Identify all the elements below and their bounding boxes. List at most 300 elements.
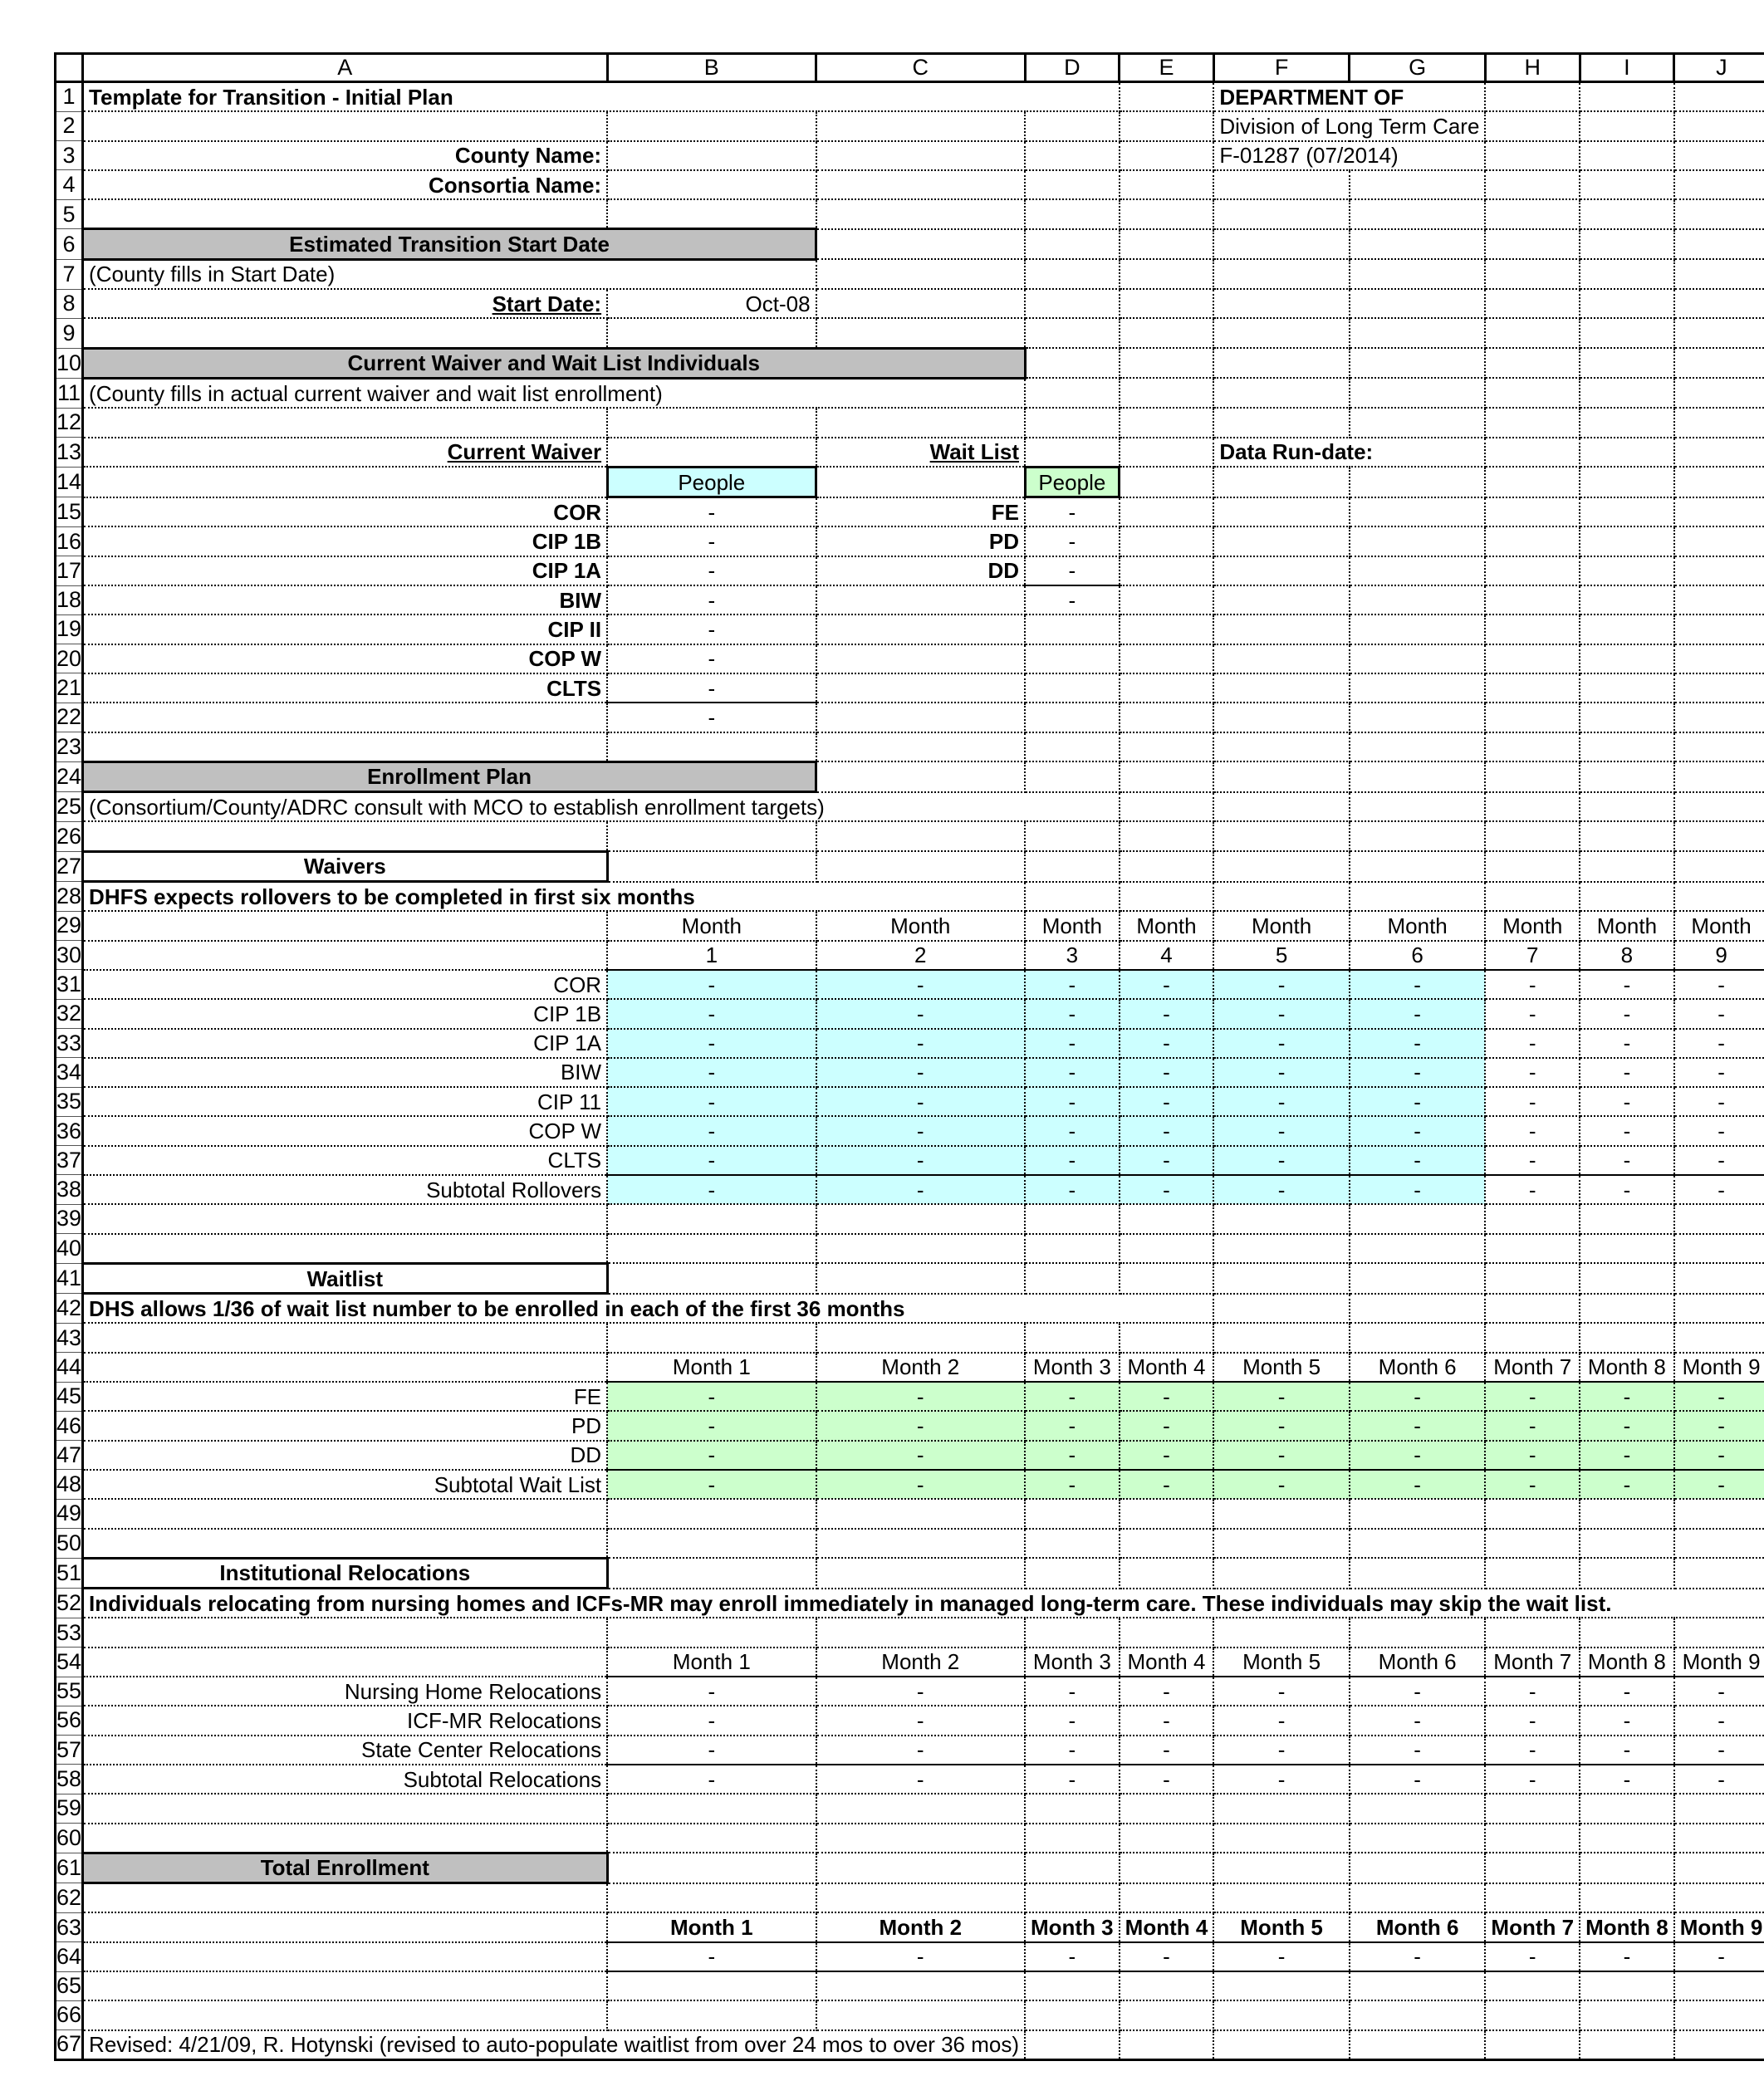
row-header[interactable]: 56: [56, 1706, 83, 1735]
value-cell[interactable]: -: [1025, 1087, 1120, 1116]
cell[interactable]: [1580, 199, 1674, 229]
value-cell[interactable]: -: [1120, 1146, 1214, 1175]
cell[interactable]: [607, 1499, 816, 1528]
cell[interactable]: [83, 703, 608, 732]
value-cell[interactable]: -: [607, 1058, 816, 1087]
cell[interactable]: [1485, 1971, 1580, 2000]
waiver-count-input[interactable]: -: [607, 526, 816, 556]
cell[interactable]: [1485, 2000, 1580, 2029]
column-header[interactable]: F: [1213, 54, 1350, 82]
value-cell[interactable]: -: [1025, 999, 1120, 1028]
cell[interactable]: [816, 1263, 1025, 1293]
cell[interactable]: [1025, 1618, 1120, 1647]
cell[interactable]: [607, 1618, 816, 1647]
cell[interactable]: [1120, 2030, 1214, 2060]
cell[interactable]: [1025, 2030, 1120, 2060]
value-cell[interactable]: -: [1213, 1706, 1350, 1735]
cell[interactable]: [1213, 2030, 1350, 2060]
value-cell[interactable]: -: [1580, 999, 1674, 1028]
cell[interactable]: [1213, 1794, 1350, 1823]
waiver-count-input[interactable]: -: [607, 614, 816, 644]
cell[interactable]: [1025, 673, 1120, 703]
cell[interactable]: [1485, 1824, 1580, 1853]
cell[interactable]: [1674, 644, 1764, 673]
value-cell[interactable]: -: [607, 1146, 816, 1175]
cell[interactable]: [1025, 199, 1120, 229]
cell[interactable]: [1025, 1824, 1120, 1853]
cell[interactable]: [1350, 1883, 1486, 1913]
cell[interactable]: [816, 1794, 1025, 1823]
cell[interactable]: [816, 673, 1025, 703]
cell[interactable]: [1025, 821, 1120, 851]
value-cell[interactable]: -: [1580, 1706, 1674, 1735]
cell[interactable]: [1025, 2000, 1120, 2029]
cell[interactable]: [1120, 1499, 1214, 1528]
cell[interactable]: [1350, 467, 1486, 497]
cell[interactable]: [1674, 141, 1764, 170]
row-header[interactable]: 53: [56, 1618, 83, 1647]
value-cell[interactable]: -: [1213, 1116, 1350, 1145]
row-header[interactable]: 50: [56, 1529, 83, 1559]
value-cell[interactable]: -: [816, 1058, 1025, 1087]
cell[interactable]: [1485, 673, 1580, 703]
cell[interactable]: [1025, 1263, 1120, 1293]
cell[interactable]: [83, 732, 608, 762]
row-header[interactable]: 6: [56, 229, 83, 259]
cell[interactable]: [1213, 1883, 1350, 1913]
cell[interactable]: [1580, 821, 1674, 851]
cell[interactable]: [1674, 526, 1764, 556]
value-cell[interactable]: -: [1485, 1441, 1580, 1470]
value-cell[interactable]: -: [1025, 1411, 1120, 1440]
cell[interactable]: [1120, 614, 1214, 644]
cell[interactable]: [1580, 703, 1674, 732]
cell[interactable]: [1213, 1263, 1350, 1293]
value-cell[interactable]: -: [1025, 1146, 1120, 1175]
cell[interactable]: [1580, 1883, 1674, 1913]
value-cell[interactable]: -: [1485, 1058, 1580, 1087]
row-header[interactable]: 24: [56, 761, 83, 791]
cell[interactable]: [1120, 556, 1214, 585]
value-cell[interactable]: -: [816, 970, 1025, 999]
cell[interactable]: [1213, 821, 1350, 851]
value-cell[interactable]: -: [1350, 1677, 1486, 1706]
row-header[interactable]: 47: [56, 1441, 83, 1470]
row-header[interactable]: 46: [56, 1411, 83, 1440]
row-header[interactable]: 40: [56, 1234, 83, 1264]
cell[interactable]: [1580, 318, 1674, 348]
waitlist-count-input[interactable]: -: [1025, 497, 1120, 527]
value-cell[interactable]: -: [1213, 1677, 1350, 1706]
cell[interactable]: [83, 1912, 608, 1941]
row-header[interactable]: 43: [56, 1323, 83, 1352]
cell[interactable]: [1213, 1618, 1350, 1647]
column-header[interactable]: J: [1674, 54, 1764, 82]
cell[interactable]: [1674, 732, 1764, 762]
cell[interactable]: [607, 408, 816, 437]
cell[interactable]: [1674, 408, 1764, 437]
cell[interactable]: [607, 1853, 816, 1883]
waiver-count-input[interactable]: -: [607, 673, 816, 703]
value-cell[interactable]: -: [1025, 1382, 1120, 1411]
cell[interactable]: [1674, 1971, 1764, 2000]
cell[interactable]: [1580, 438, 1674, 468]
cell[interactable]: [607, 2000, 816, 2029]
cell[interactable]: [1580, 2030, 1674, 2060]
cell[interactable]: [1674, 1853, 1764, 1883]
column-header[interactable]: I: [1580, 54, 1674, 82]
cell[interactable]: [1674, 1529, 1764, 1559]
cell[interactable]: [1485, 199, 1580, 229]
cell[interactable]: [1485, 1853, 1580, 1883]
cell[interactable]: [1485, 1294, 1580, 1324]
cell[interactable]: [1213, 526, 1350, 556]
cell[interactable]: [816, 318, 1025, 348]
value-cell[interactable]: -: [1580, 1441, 1674, 1470]
cell[interactable]: [1580, 614, 1674, 644]
column-header[interactable]: A: [83, 54, 608, 82]
cell[interactable]: [1350, 851, 1486, 881]
value-cell[interactable]: -: [1350, 1382, 1486, 1411]
value-cell[interactable]: -: [1025, 1736, 1120, 1765]
cell[interactable]: [1120, 348, 1214, 378]
row-header[interactable]: 9: [56, 318, 83, 348]
cell[interactable]: [1580, 585, 1674, 614]
cell[interactable]: [607, 1529, 816, 1559]
cell[interactable]: [1674, 378, 1764, 408]
cell[interactable]: [83, 1883, 608, 1913]
value-cell[interactable]: -: [1120, 1029, 1214, 1058]
value-cell[interactable]: -: [1213, 1382, 1350, 1411]
cell[interactable]: [1580, 82, 1674, 112]
row-header[interactable]: 34: [56, 1058, 83, 1087]
cell[interactable]: [1485, 318, 1580, 348]
cell[interactable]: [1025, 851, 1120, 881]
value-cell[interactable]: -: [1213, 970, 1350, 999]
cell[interactable]: [1213, 259, 1350, 289]
cell[interactable]: [1120, 229, 1214, 259]
cell[interactable]: [1213, 882, 1350, 912]
cell[interactable]: [1213, 1323, 1350, 1352]
cell[interactable]: [83, 1499, 608, 1528]
column-header[interactable]: H: [1485, 54, 1580, 82]
cell[interactable]: [1580, 1234, 1674, 1264]
waiver-count-input[interactable]: -: [607, 585, 816, 614]
row-header[interactable]: 67: [56, 2030, 83, 2060]
value-cell[interactable]: -: [1674, 1411, 1764, 1440]
value-cell[interactable]: -: [607, 970, 816, 999]
value-cell[interactable]: -: [1025, 1677, 1120, 1706]
cell[interactable]: [607, 851, 816, 881]
cell[interactable]: [1120, 111, 1214, 140]
cell[interactable]: [1674, 1294, 1764, 1324]
cell[interactable]: [1350, 614, 1486, 644]
row-header[interactable]: 15: [56, 497, 83, 527]
cell[interactable]: [816, 1883, 1025, 1913]
cell[interactable]: [83, 1648, 608, 1677]
cell[interactable]: [83, 1234, 608, 1264]
cell[interactable]: [1674, 1234, 1764, 1264]
cell[interactable]: [1213, 1234, 1350, 1264]
cell[interactable]: [1213, 170, 1350, 199]
cell[interactable]: [1213, 673, 1350, 703]
cell[interactable]: [816, 141, 1025, 170]
cell[interactable]: [1485, 1499, 1580, 1528]
cell[interactable]: [1674, 1263, 1764, 1293]
row-header[interactable]: 39: [56, 1204, 83, 1233]
value-cell[interactable]: -: [1350, 1116, 1486, 1145]
value-cell[interactable]: -: [1213, 1441, 1350, 1470]
value-cell[interactable]: -: [607, 1677, 816, 1706]
value-cell[interactable]: -: [1120, 1706, 1214, 1735]
cell[interactable]: [816, 229, 1025, 259]
row-header[interactable]: 55: [56, 1677, 83, 1706]
cell[interactable]: [1485, 792, 1580, 822]
row-header[interactable]: 5: [56, 199, 83, 229]
cell[interactable]: [1350, 170, 1486, 199]
cell[interactable]: [1120, 1234, 1214, 1264]
cell[interactable]: [1120, 882, 1214, 912]
cell[interactable]: [816, 761, 1025, 791]
cell[interactable]: [1350, 229, 1486, 259]
row-header[interactable]: 64: [56, 1942, 83, 1971]
cell[interactable]: [1485, 438, 1580, 468]
cell[interactable]: [1350, 289, 1486, 318]
waiver-count-input[interactable]: -: [607, 644, 816, 673]
cell[interactable]: [816, 1234, 1025, 1264]
cell[interactable]: [83, 111, 608, 140]
cell[interactable]: [1213, 851, 1350, 881]
value-cell[interactable]: -: [1213, 1411, 1350, 1440]
row-header[interactable]: 45: [56, 1382, 83, 1411]
cell[interactable]: [1025, 1558, 1120, 1588]
cell[interactable]: [1350, 408, 1486, 437]
cell[interactable]: [607, 111, 816, 140]
value-cell[interactable]: -: [607, 1382, 816, 1411]
cell[interactable]: [1350, 1618, 1486, 1647]
cell[interactable]: [1213, 1824, 1350, 1853]
cell[interactable]: [607, 1234, 816, 1264]
cell[interactable]: [1350, 673, 1486, 703]
row-header[interactable]: 62: [56, 1883, 83, 1913]
value-cell[interactable]: -: [1120, 1736, 1214, 1765]
cell[interactable]: [1485, 111, 1580, 140]
cell[interactable]: [1120, 318, 1214, 348]
cell[interactable]: [1213, 644, 1350, 673]
cell[interactable]: [1025, 1853, 1120, 1883]
row-header[interactable]: 14: [56, 467, 83, 497]
cell[interactable]: [1350, 1794, 1486, 1823]
row-header[interactable]: 12: [56, 408, 83, 437]
cell[interactable]: [1025, 1234, 1120, 1264]
cell[interactable]: [816, 1618, 1025, 1647]
cell[interactable]: [816, 732, 1025, 762]
value-cell[interactable]: -: [1120, 1058, 1214, 1087]
cell[interactable]: [607, 1558, 816, 1588]
value-cell[interactable]: -: [816, 999, 1025, 1028]
cell[interactable]: [816, 1499, 1025, 1528]
cell[interactable]: [1025, 289, 1120, 318]
cell[interactable]: [1120, 585, 1214, 614]
row-header[interactable]: 61: [56, 1853, 83, 1883]
cell[interactable]: [1213, 1853, 1350, 1883]
cell[interactable]: [1674, 497, 1764, 527]
value-cell[interactable]: -: [1025, 1029, 1120, 1058]
cell[interactable]: [1120, 526, 1214, 556]
value-cell[interactable]: -: [1120, 999, 1214, 1028]
cell[interactable]: [1025, 259, 1120, 289]
cell[interactable]: [1674, 1499, 1764, 1528]
value-cell[interactable]: -: [1485, 1706, 1580, 1735]
cell[interactable]: [607, 438, 816, 468]
cell[interactable]: [83, 467, 608, 497]
cell[interactable]: [1674, 1558, 1764, 1588]
row-header[interactable]: 25: [56, 792, 83, 822]
cell[interactable]: [816, 585, 1025, 614]
cell[interactable]: [1485, 1263, 1580, 1293]
cell[interactable]: [816, 2000, 1025, 2029]
row-header[interactable]: 49: [56, 1499, 83, 1528]
cell[interactable]: [83, 318, 608, 348]
cell[interactable]: [83, 821, 608, 851]
cell[interactable]: [1350, 1294, 1486, 1324]
cell[interactable]: [1120, 2000, 1214, 2029]
value-cell[interactable]: -: [607, 1029, 816, 1058]
value-cell[interactable]: -: [1213, 1146, 1350, 1175]
cell[interactable]: [1580, 761, 1674, 791]
select-all-corner[interactable]: [56, 54, 83, 82]
cell[interactable]: [1485, 1883, 1580, 1913]
cell[interactable]: [1120, 821, 1214, 851]
cell[interactable]: [1213, 761, 1350, 791]
value-cell[interactable]: -: [1485, 1677, 1580, 1706]
cell[interactable]: [1674, 229, 1764, 259]
row-header[interactable]: 10: [56, 348, 83, 378]
cell[interactable]: [83, 1353, 608, 1382]
cell[interactable]: [1580, 1971, 1674, 2000]
cell[interactable]: [1025, 882, 1120, 912]
value-cell[interactable]: -: [1674, 1087, 1764, 1116]
cell[interactable]: [1485, 1529, 1580, 1559]
row-header[interactable]: 58: [56, 1765, 83, 1794]
column-header[interactable]: G: [1350, 54, 1486, 82]
row-header[interactable]: 38: [56, 1175, 83, 1204]
cell[interactable]: [816, 821, 1025, 851]
row-header[interactable]: 42: [56, 1294, 83, 1324]
column-header[interactable]: D: [1025, 54, 1120, 82]
cell[interactable]: [607, 1323, 816, 1352]
cell[interactable]: [1674, 556, 1764, 585]
cell[interactable]: [1580, 1499, 1674, 1528]
cell[interactable]: [83, 1971, 608, 2000]
cell[interactable]: [1025, 378, 1120, 408]
cell[interactable]: [1213, 229, 1350, 259]
cell[interactable]: [607, 732, 816, 762]
value-cell[interactable]: -: [1120, 1411, 1214, 1440]
cell[interactable]: [1120, 289, 1214, 318]
cell[interactable]: [1120, 673, 1214, 703]
cell[interactable]: [1674, 1323, 1764, 1352]
cell[interactable]: [1213, 732, 1350, 762]
cell[interactable]: [1580, 644, 1674, 673]
cell[interactable]: [1580, 1263, 1674, 1293]
row-header[interactable]: 66: [56, 2000, 83, 2029]
value-cell[interactable]: -: [1120, 1116, 1214, 1145]
cell[interactable]: [1674, 821, 1764, 851]
cell[interactable]: [1485, 1323, 1580, 1352]
cell[interactable]: [1350, 585, 1486, 614]
cell[interactable]: [816, 408, 1025, 437]
cell[interactable]: [1580, 467, 1674, 497]
value-cell[interactable]: -: [607, 1087, 816, 1116]
value-cell[interactable]: -: [1485, 1029, 1580, 1058]
row-header[interactable]: 22: [56, 703, 83, 732]
cell[interactable]: [816, 199, 1025, 229]
cell[interactable]: [1350, 1529, 1486, 1559]
row-header[interactable]: 52: [56, 1589, 83, 1618]
cell[interactable]: [607, 1824, 816, 1853]
cell[interactable]: [1025, 1499, 1120, 1528]
cell[interactable]: [1120, 851, 1214, 881]
cell[interactable]: [1674, 467, 1764, 497]
row-header[interactable]: 31: [56, 970, 83, 999]
row-header[interactable]: 28: [56, 882, 83, 912]
value-cell[interactable]: -: [1674, 970, 1764, 999]
value-cell[interactable]: -: [1485, 1411, 1580, 1440]
cell[interactable]: [1674, 1794, 1764, 1823]
cell[interactable]: [1120, 378, 1214, 408]
cell[interactable]: [607, 1883, 816, 1913]
cell[interactable]: [1025, 703, 1120, 732]
cell[interactable]: [1025, 614, 1120, 644]
cell[interactable]: [1580, 378, 1674, 408]
cell[interactable]: [607, 1263, 816, 1293]
cell[interactable]: [1580, 229, 1674, 259]
row-header[interactable]: 37: [56, 1146, 83, 1175]
cell[interactable]: [1120, 259, 1214, 289]
cell[interactable]: [1674, 614, 1764, 644]
cell[interactable]: [1485, 1558, 1580, 1588]
value-cell[interactable]: -: [1120, 970, 1214, 999]
cell[interactable]: [1674, 170, 1764, 199]
cell[interactable]: [1580, 882, 1674, 912]
cell[interactable]: [1025, 1794, 1120, 1823]
cell[interactable]: [1350, 318, 1486, 348]
cell[interactable]: [1213, 1529, 1350, 1559]
cell[interactable]: [1350, 821, 1486, 851]
cell[interactable]: [1674, 851, 1764, 881]
cell[interactable]: [1350, 792, 1486, 822]
cell[interactable]: [1350, 1971, 1486, 2000]
cell[interactable]: [1580, 1824, 1674, 1853]
value-cell[interactable]: -: [1485, 1146, 1580, 1175]
cell[interactable]: [1485, 761, 1580, 791]
row-header[interactable]: 63: [56, 1912, 83, 1941]
cell[interactable]: [1485, 2030, 1580, 2060]
cell[interactable]: [607, 318, 816, 348]
row-header[interactable]: 23: [56, 732, 83, 762]
cell[interactable]: [607, 1971, 816, 2000]
cell[interactable]: [1025, 1204, 1120, 1233]
value-cell[interactable]: -: [1025, 1116, 1120, 1145]
row-header[interactable]: 41: [56, 1263, 83, 1293]
value-cell[interactable]: -: [1674, 1441, 1764, 1470]
cell[interactable]: [1674, 348, 1764, 378]
value-cell[interactable]: -: [1674, 1706, 1764, 1735]
cell[interactable]: [1350, 2000, 1486, 2029]
value-cell[interactable]: -: [1674, 1677, 1764, 1706]
cell[interactable]: [1580, 1853, 1674, 1883]
